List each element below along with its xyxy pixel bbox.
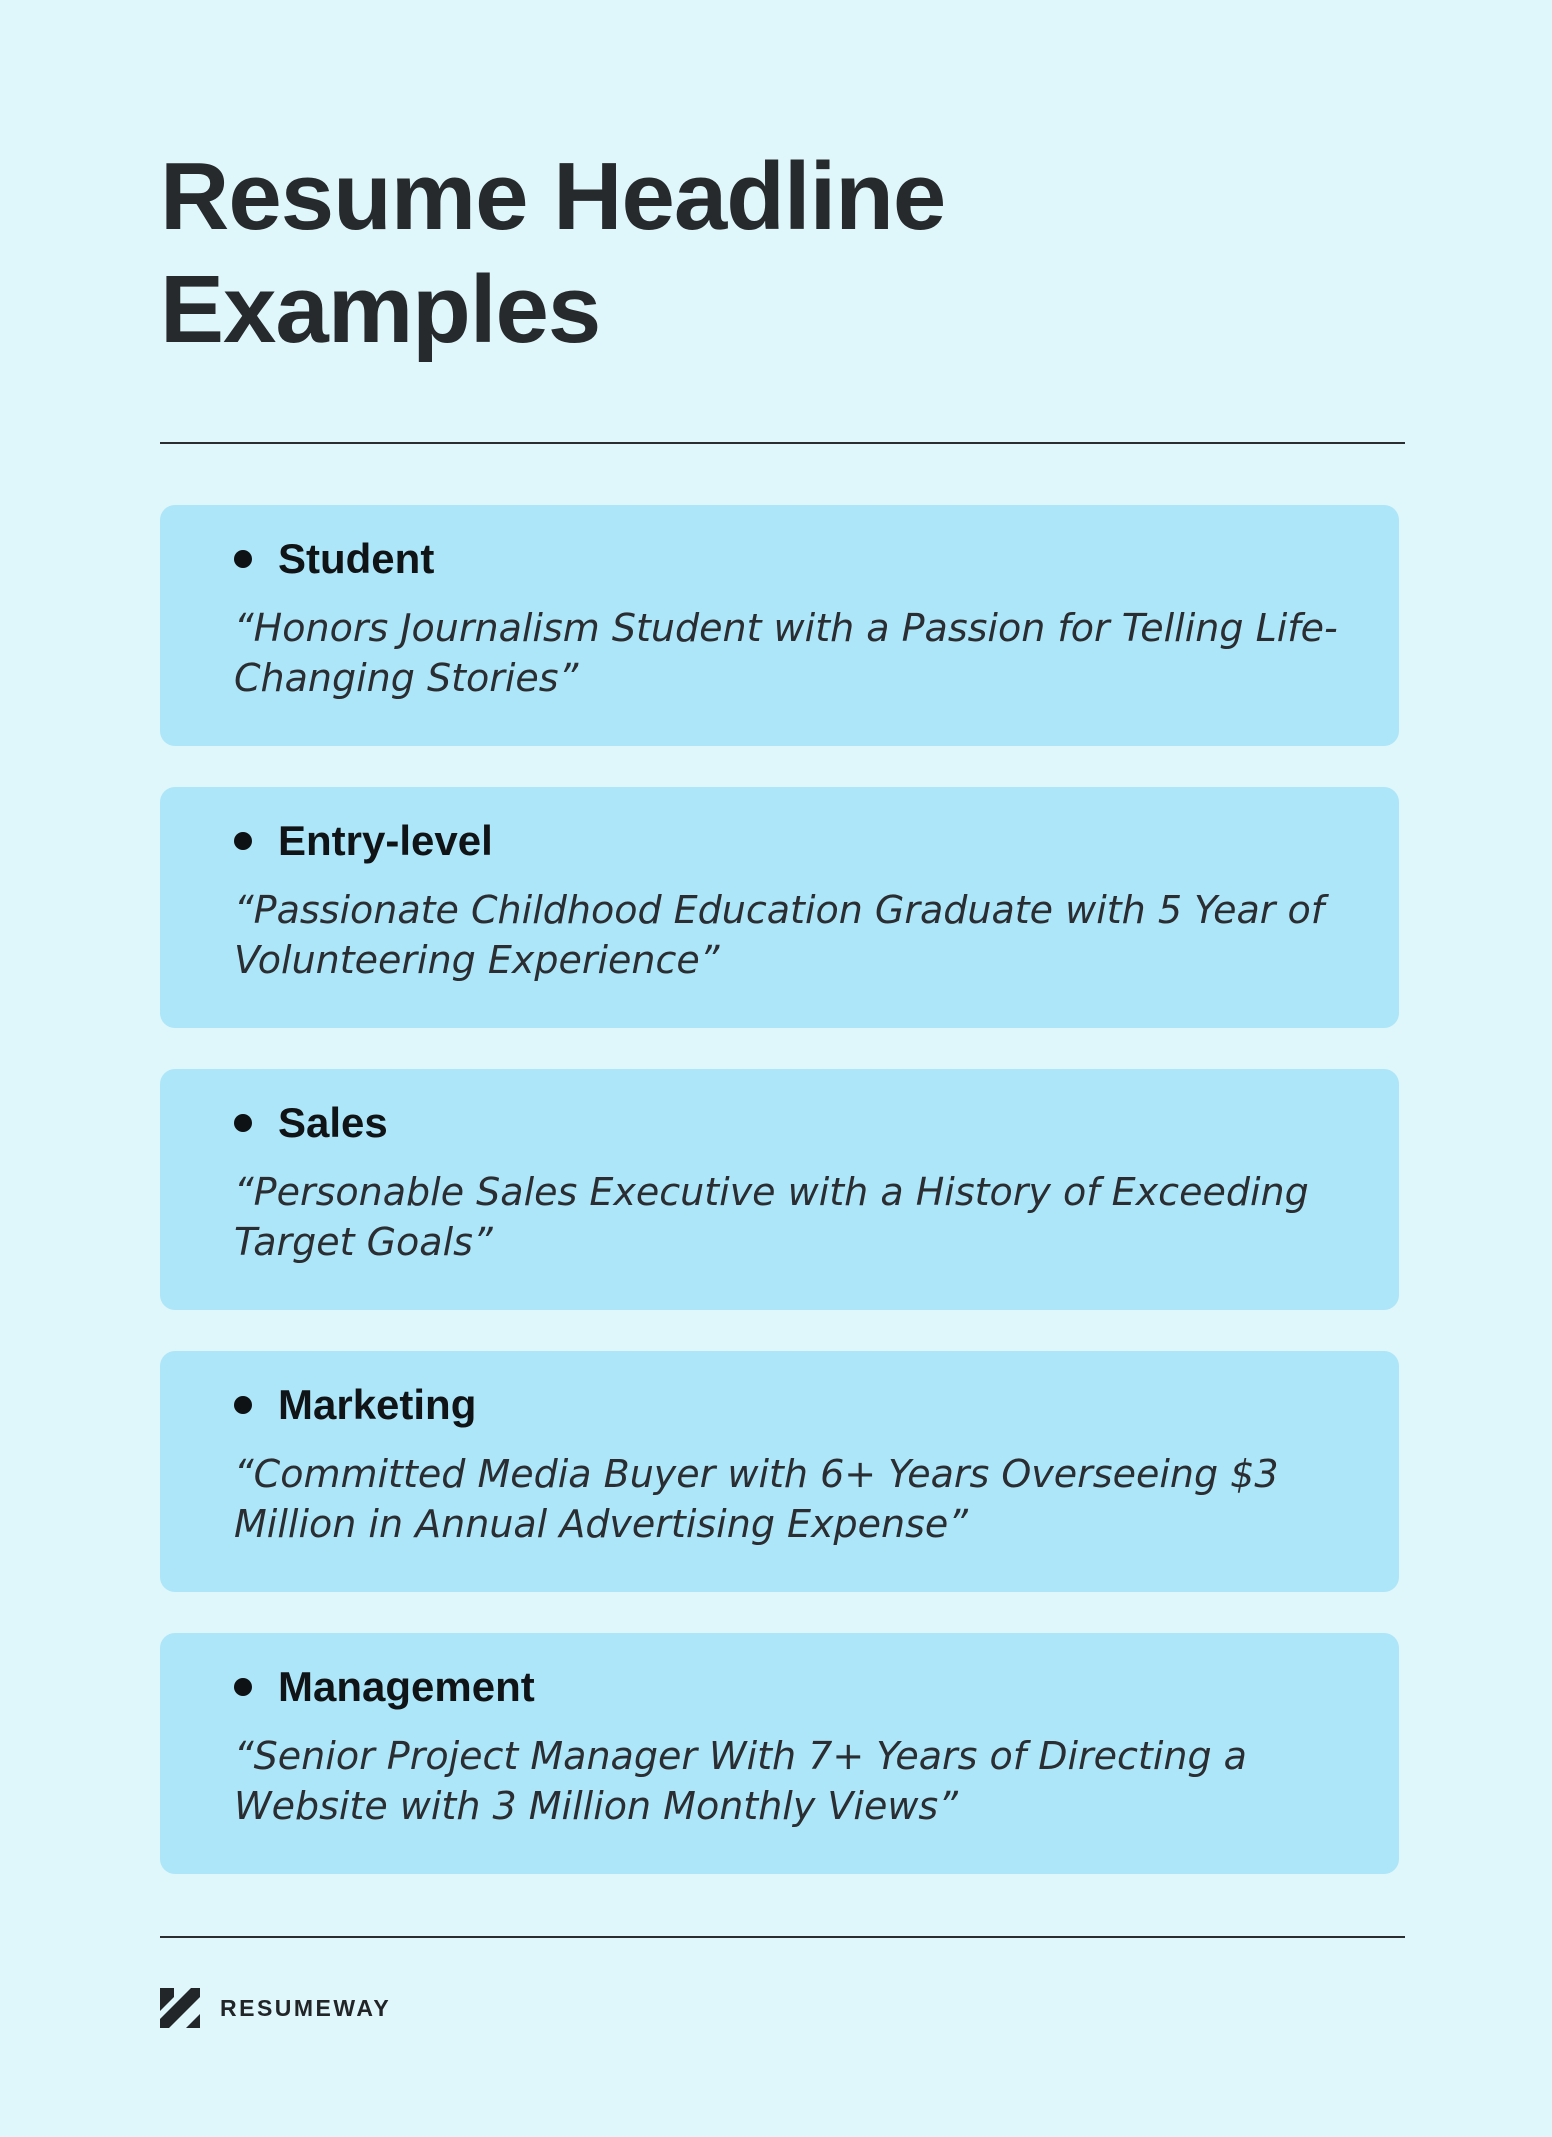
example-card-marketing [160,1351,1399,1592]
resumeway-logo-icon [160,1988,200,2028]
bullet-icon [234,1114,252,1132]
example-card-header [234,1659,535,1715]
example-card-management [160,1633,1399,1874]
top-divider [160,442,1405,444]
page-title [160,140,1360,366]
bullet-icon [234,550,252,568]
example-category: Student [278,535,435,582]
example-category: Entry-level [278,817,493,864]
example-category: Sales [278,1099,388,1146]
examples-list [160,505,1399,1915]
brand-name: RESUMEWAY [220,1994,392,2021]
example-category: Management [278,1663,535,1710]
example-card-header [234,813,493,869]
brand-footer [160,1988,391,2028]
example-headline: “Honors Journalism Student with a Passion for Telling Life-Changing Stories” [234,606,1338,700]
example-card-header [234,531,434,587]
example-headline: “Senior Project Manager With 7+ Years of Directing a Website with 3 Million Monthly Views” [234,1734,1247,1828]
example-card-student [160,505,1399,746]
example-headline: “Committed Media Buyer with 6+ Years Overseeing $3 Million in Annual Advertising Expense” [234,1452,1279,1546]
example-card-sales [160,1069,1399,1310]
document-page [160,0,1405,2137]
page-title-line-1: Resume Headline [160,143,946,250]
example-card-entry-level [160,787,1399,1028]
bullet-icon [234,1678,252,1696]
bullet-icon [234,832,252,850]
example-category: Marketing [278,1381,477,1428]
example-headline: “Passionate Childhood Education Graduate with 5 Year of Volunteering Experience” [234,888,1325,982]
example-card-header [234,1095,388,1151]
page-title-line-2: Examples [160,256,601,363]
example-headline: “Personable Sales Executive with a History of Exceeding Target Goals” [234,1170,1309,1264]
bullet-icon [234,1396,252,1414]
bottom-divider [160,1936,1405,1938]
example-card-header [234,1377,476,1433]
